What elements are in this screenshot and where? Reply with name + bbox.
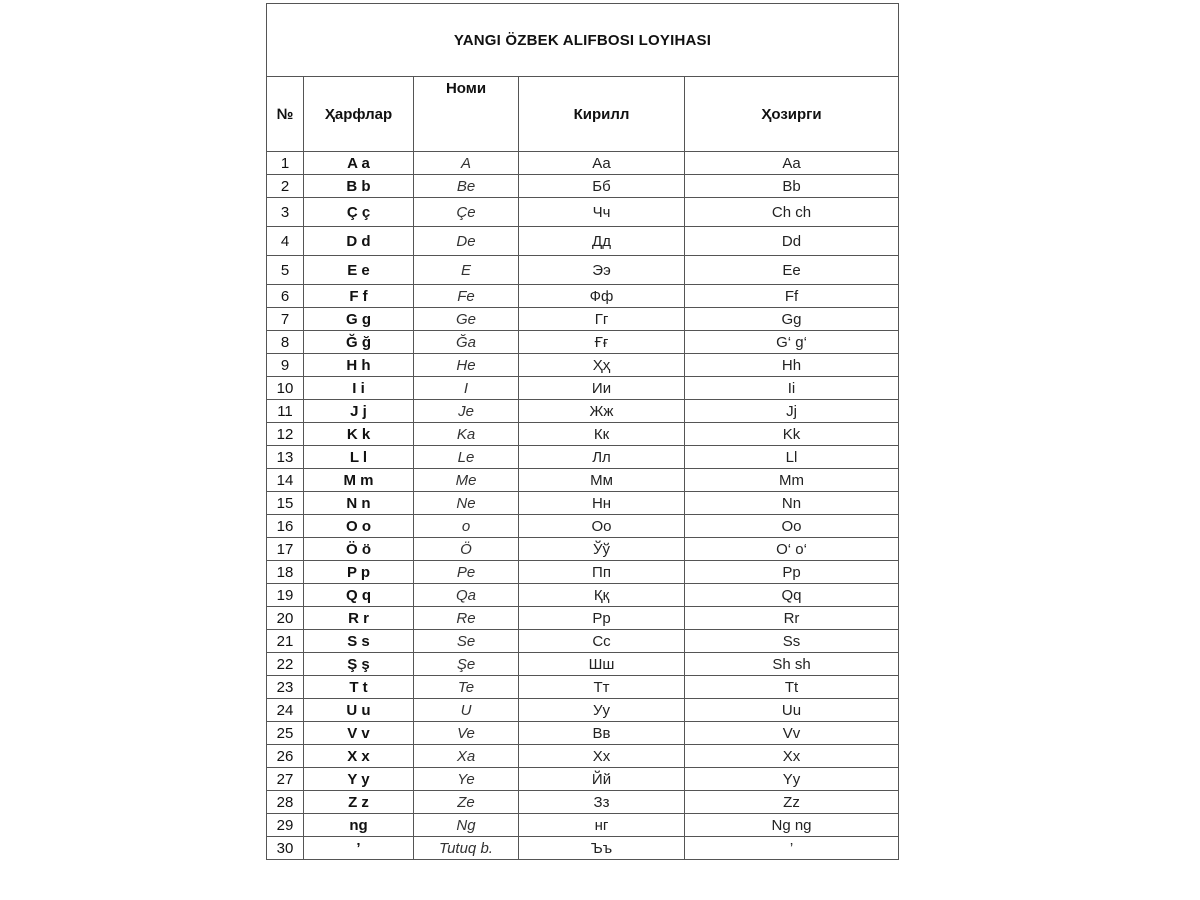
row-current: Ss (685, 630, 899, 653)
row-current: Nn (685, 492, 899, 515)
table-row (267, 837, 899, 860)
row-current: Oo (685, 515, 899, 538)
table-row (267, 791, 899, 814)
row-number: 28 (267, 791, 304, 814)
row-letter-name: Le (414, 446, 519, 469)
row-letters: S s (304, 630, 414, 653)
table-row (267, 331, 899, 354)
row-number: 19 (267, 584, 304, 607)
row-letters: Q q (304, 584, 414, 607)
row-current: Jj (685, 400, 899, 423)
header-cyrillic: Кирилл (519, 77, 685, 152)
row-number: 20 (267, 607, 304, 630)
row-letters: H h (304, 354, 414, 377)
row-cyrillic: Фф (519, 285, 685, 308)
row-current: Aa (685, 152, 899, 175)
row-current: Pp (685, 561, 899, 584)
table-row (267, 198, 899, 227)
row-letters: Z z (304, 791, 414, 814)
row-cyrillic: Оо (519, 515, 685, 538)
row-number: 16 (267, 515, 304, 538)
row-cyrillic: Ғғ (519, 331, 685, 354)
row-cyrillic: Аа (519, 152, 685, 175)
row-cyrillic: Мм (519, 469, 685, 492)
row-number: 23 (267, 676, 304, 699)
row-cyrillic: Зз (519, 791, 685, 814)
row-number: 18 (267, 561, 304, 584)
table-row (267, 377, 899, 400)
row-letter-name: o (414, 515, 519, 538)
row-current: Bb (685, 175, 899, 198)
row-cyrillic: Шш (519, 653, 685, 676)
row-letters: F f (304, 285, 414, 308)
row-number: 29 (267, 814, 304, 837)
row-current: Ll (685, 446, 899, 469)
row-letter-name: Te (414, 676, 519, 699)
row-cyrillic: Рр (519, 607, 685, 630)
row-letters: J j (304, 400, 414, 423)
row-current: Ff (685, 285, 899, 308)
table-row (267, 446, 899, 469)
row-number: 30 (267, 837, 304, 860)
table-row (267, 768, 899, 791)
table-row (267, 256, 899, 285)
row-current: G‘ g‘ (685, 331, 899, 354)
row-letters: B b (304, 175, 414, 198)
row-cyrillic: Ҳҳ (519, 354, 685, 377)
table-row (267, 227, 899, 256)
row-letter-name: Ze (414, 791, 519, 814)
row-letter-name: Ka (414, 423, 519, 446)
table-row (267, 285, 899, 308)
row-current: Uu (685, 699, 899, 722)
row-letter-name: Ye (414, 768, 519, 791)
row-cyrillic: Ққ (519, 584, 685, 607)
row-number: 17 (267, 538, 304, 561)
row-letters: G g (304, 308, 414, 331)
row-cyrillic: Бб (519, 175, 685, 198)
row-cyrillic: Сс (519, 630, 685, 653)
row-cyrillic: Ээ (519, 256, 685, 285)
row-number: 25 (267, 722, 304, 745)
table-row (267, 400, 899, 423)
row-current: Ng ng (685, 814, 899, 837)
row-cyrillic: Хх (519, 745, 685, 768)
table-row (267, 630, 899, 653)
row-letters: U u (304, 699, 414, 722)
row-number: 11 (267, 400, 304, 423)
row-letter-name: De (414, 227, 519, 256)
row-current: Ch ch (685, 198, 899, 227)
table-row (267, 584, 899, 607)
table-row (267, 745, 899, 768)
row-letters: X x (304, 745, 414, 768)
header-name: Номи (414, 77, 519, 152)
row-cyrillic: Пп (519, 561, 685, 584)
row-number: 9 (267, 354, 304, 377)
table-row (267, 653, 899, 676)
row-current: Yy (685, 768, 899, 791)
row-letter-name: Tutuq b. (414, 837, 519, 860)
table-row (267, 175, 899, 198)
table-row (267, 676, 899, 699)
row-letters: A a (304, 152, 414, 175)
row-current: ’ (685, 837, 899, 860)
row-cyrillic: Йй (519, 768, 685, 791)
row-current: Qq (685, 584, 899, 607)
row-letters: O o (304, 515, 414, 538)
row-number: 6 (267, 285, 304, 308)
row-letters: V v (304, 722, 414, 745)
row-letter-name: Şe (414, 653, 519, 676)
row-current: Mm (685, 469, 899, 492)
row-cyrillic: Лл (519, 446, 685, 469)
row-number: 14 (267, 469, 304, 492)
row-number: 4 (267, 227, 304, 256)
header-current: Ҳозирги (685, 77, 899, 152)
row-letter-name: Ng (414, 814, 519, 837)
row-current: Xx (685, 745, 899, 768)
row-letter-name: Ğa (414, 331, 519, 354)
row-letter-name: U (414, 699, 519, 722)
row-number: 7 (267, 308, 304, 331)
row-letter-name: A (414, 152, 519, 175)
table-row (267, 699, 899, 722)
row-number: 12 (267, 423, 304, 446)
row-letter-name: Se (414, 630, 519, 653)
row-cyrillic: Кк (519, 423, 685, 446)
row-cyrillic: Вв (519, 722, 685, 745)
row-letters: P p (304, 561, 414, 584)
row-letters: Y y (304, 768, 414, 791)
row-letters: Ğ ğ (304, 331, 414, 354)
row-number: 13 (267, 446, 304, 469)
row-current: Gg (685, 308, 899, 331)
row-letters: N n (304, 492, 414, 515)
table-row (267, 515, 899, 538)
row-cyrillic: Чч (519, 198, 685, 227)
table-row (267, 492, 899, 515)
header-letters: Ҳарфлар (304, 77, 414, 152)
row-letters: I i (304, 377, 414, 400)
row-letter-name: Çe (414, 198, 519, 227)
row-letters: D d (304, 227, 414, 256)
row-cyrillic: Тт (519, 676, 685, 699)
row-current: Ee (685, 256, 899, 285)
row-letter-name: E (414, 256, 519, 285)
row-letters: ng (304, 814, 414, 837)
row-letter-name: Xa (414, 745, 519, 768)
row-letter-name: Ö (414, 538, 519, 561)
row-current: Kk (685, 423, 899, 446)
row-letter-name: Pe (414, 561, 519, 584)
row-current: Hh (685, 354, 899, 377)
row-letters: Ö ö (304, 538, 414, 561)
row-letters: K k (304, 423, 414, 446)
row-number: 10 (267, 377, 304, 400)
row-letters: L l (304, 446, 414, 469)
row-letter-name: He (414, 354, 519, 377)
row-letters: R r (304, 607, 414, 630)
row-letter-name: Me (414, 469, 519, 492)
row-cyrillic: Ўў (519, 538, 685, 561)
row-current: Zz (685, 791, 899, 814)
row-current: Vv (685, 722, 899, 745)
row-number: 15 (267, 492, 304, 515)
row-cyrillic: Уу (519, 699, 685, 722)
row-letter-name: Ve (414, 722, 519, 745)
table-row (267, 152, 899, 175)
table-row (267, 538, 899, 561)
row-number: 5 (267, 256, 304, 285)
table-body (267, 152, 899, 860)
table-row (267, 814, 899, 837)
row-current: O‘ o‘ (685, 538, 899, 561)
row-letter-name: I (414, 377, 519, 400)
table-row (267, 469, 899, 492)
row-letters: E e (304, 256, 414, 285)
alphabet-table (266, 3, 899, 860)
row-current: Sh sh (685, 653, 899, 676)
row-cyrillic: Ъъ (519, 837, 685, 860)
row-number: 8 (267, 331, 304, 354)
row-number: 2 (267, 175, 304, 198)
alphabet-document (266, 3, 898, 860)
row-cyrillic: Ии (519, 377, 685, 400)
row-number: 22 (267, 653, 304, 676)
row-number: 3 (267, 198, 304, 227)
row-current: Dd (685, 227, 899, 256)
table-row (267, 308, 899, 331)
row-current: Tt (685, 676, 899, 699)
row-number: 21 (267, 630, 304, 653)
row-letter-name: Fe (414, 285, 519, 308)
row-letters: ’ (304, 837, 414, 860)
row-letter-name: Je (414, 400, 519, 423)
table-title: YANGI ÖZBEK ALIFBOSI LOYIHASI (267, 4, 899, 77)
row-letter-name: Ge (414, 308, 519, 331)
table-row (267, 423, 899, 446)
row-cyrillic: Гг (519, 308, 685, 331)
row-number: 24 (267, 699, 304, 722)
row-number: 1 (267, 152, 304, 175)
row-letter-name: Re (414, 607, 519, 630)
row-letter-name: Qa (414, 584, 519, 607)
row-letters: T t (304, 676, 414, 699)
row-number: 26 (267, 745, 304, 768)
table-row (267, 561, 899, 584)
row-letters: M m (304, 469, 414, 492)
row-current: Rr (685, 607, 899, 630)
header-number: № (267, 77, 304, 152)
row-letter-name: Ne (414, 492, 519, 515)
row-letter-name: Be (414, 175, 519, 198)
row-number: 27 (267, 768, 304, 791)
row-cyrillic: Нн (519, 492, 685, 515)
row-letters: Ş ş (304, 653, 414, 676)
table-row (267, 722, 899, 745)
row-current: Ii (685, 377, 899, 400)
row-cyrillic: нг (519, 814, 685, 837)
table-row (267, 354, 899, 377)
row-cyrillic: Дд (519, 227, 685, 256)
table-row (267, 607, 899, 630)
row-letters: Ç ç (304, 198, 414, 227)
row-cyrillic: Жж (519, 400, 685, 423)
